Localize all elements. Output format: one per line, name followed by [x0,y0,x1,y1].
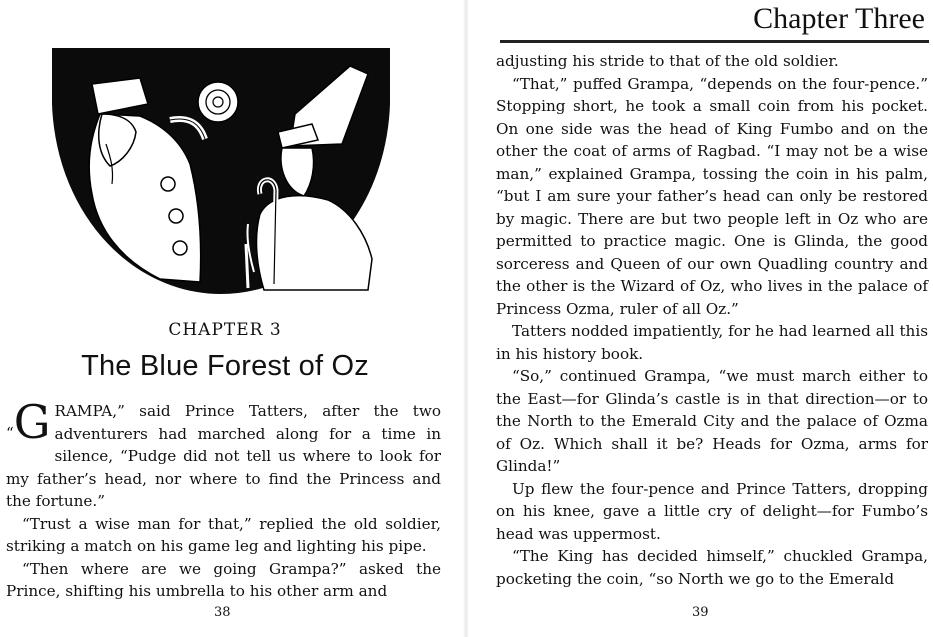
paragraph [6,395,441,513]
paragraph: Tatters nodded impatiently, for he had learned all this in his history book. [496,322,928,363]
paragraph: “So,” continued Grampa, “we must march either to the East—for Glinda’s castle is in that direction—or to the North to the Emerald City and the palace of Ozma of Oz. Which shall it be? Heads for Ozma, arms for Glinda!” [496,367,928,475]
paragraph: Up flew the four-pence and Prince Tatters, dropping on his knee, gave a little cry of delight—for Fumbo’s head was uppermost. [496,479,928,543]
illustration [50,44,392,296]
drop-cap-letter: G [13,395,51,449]
paragraph-text: RAMPA,” said Prince Tatters, after the two adventurers had marched along for a time in silence, “Pudge did not tell us where to look for my father’s head, nor where to find the Princess and the fortune.” [6,402,441,510]
paragraph: “Then where are we going Grampa?” asked the Prince, shifting his umbrella to his other arm and [6,559,441,600]
left-page [0,0,466,637]
drop-cap [6,395,51,453]
right-page [466,0,933,637]
open-quote: “ [6,424,14,442]
paragraph: “The King has decided himself,” chuckled Grampa, pocketing the coin, “so North we go to the Emerald [496,547,928,588]
paragraph: adjusting his stride to that of the old soldier. [496,52,839,70]
paragraph: “Trust a wise man for that,” replied the old soldier, striking a match on his game leg and lighting his pipe. [6,514,441,555]
right-body-text [496,50,928,590]
header-rule [500,40,929,43]
left-body-text [6,395,441,603]
running-head: Chapter Three [753,2,925,35]
page-number: 38 [214,605,231,620]
chapter-title: The Blue Forest of Oz [81,350,369,382]
chapter-label: CHAPTER 3 [168,320,282,340]
paragraph: “That,” puffed Grampa, “depends on the four-pence.” Stopping short, he took a small coin from his pocket. On one side was the head of King Fumbo and on the other the coat of arms of Ragbad. “I may not be a wise man,” explained Grampa, tossing the coin in his palm, “but I am sure your father’s head can only be restored by magic. There are but two people left in Oz who are permitted to practice magic. One is Glinda, the good sorceress and Queen of our own Quadling country and the other is the Wizard of Oz, who lives in the palace of Princess Ozma, ruler of all Oz.” [496,74,928,318]
page-number: 39 [692,605,709,620]
